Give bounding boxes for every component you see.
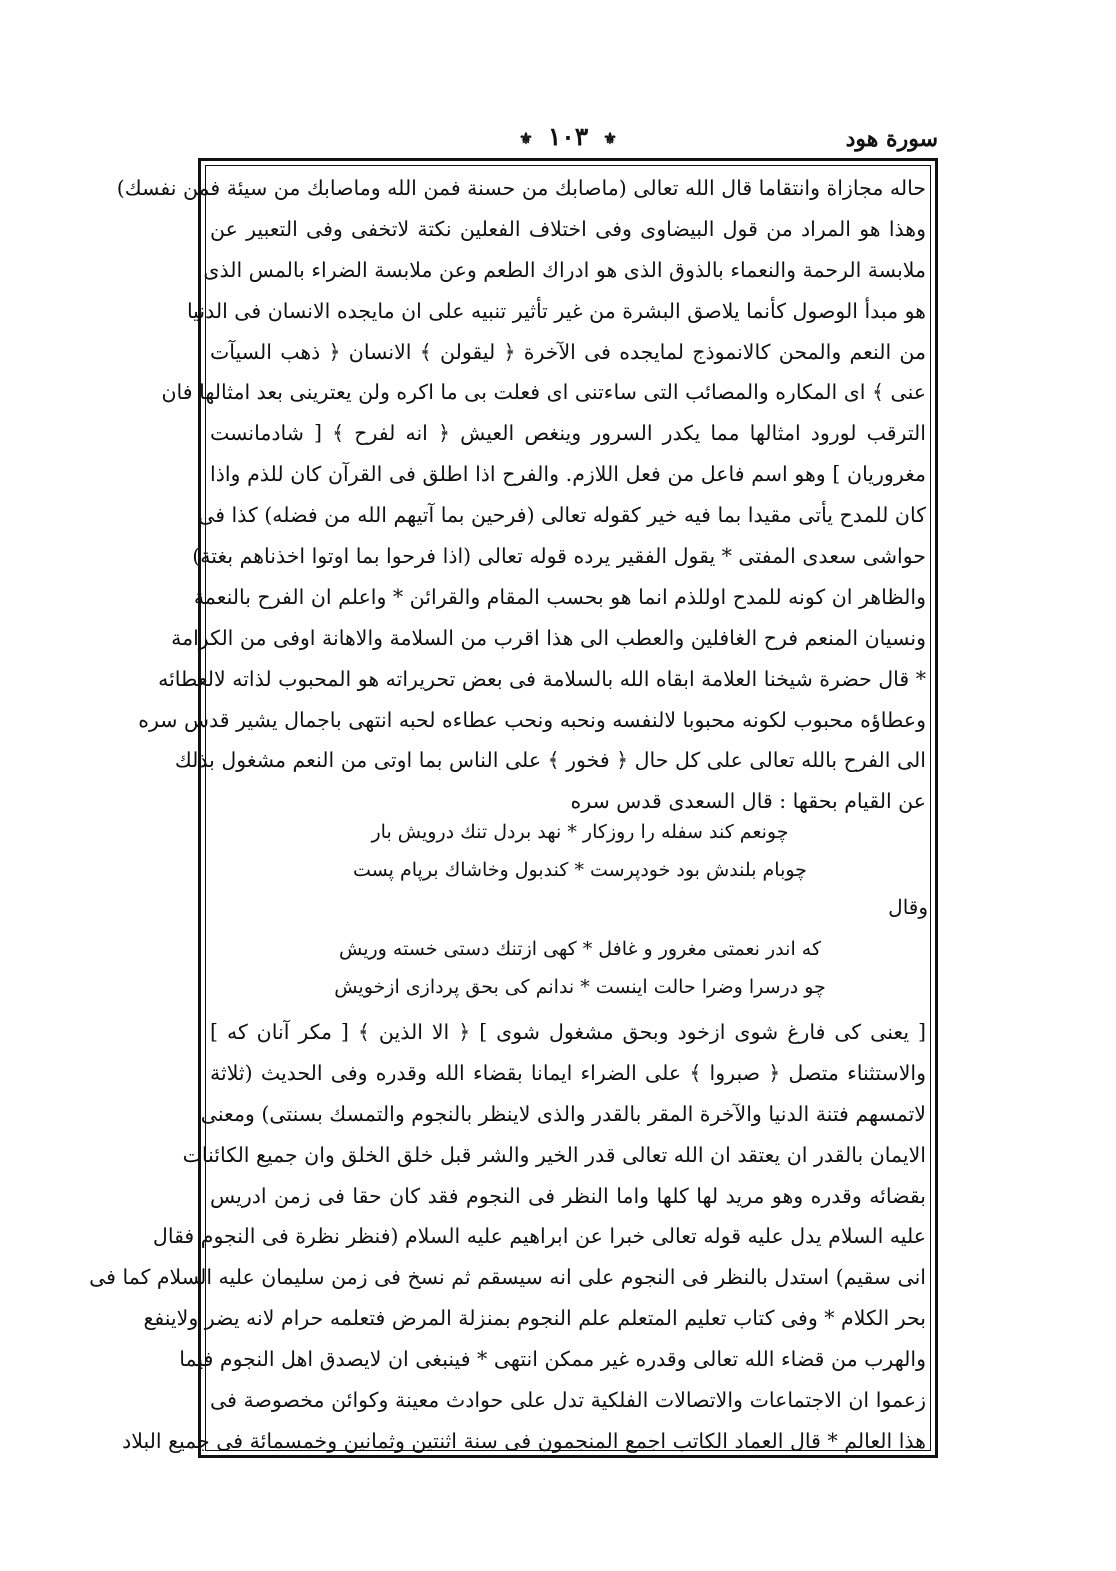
text-line: بقضائه وقدره وهو مريد لها كلها واما النظر فى النجوم فقد كان حقا فى زمن ادريس <box>210 1183 926 1208</box>
text-line: والاستثناء متصل ﴿ صبروا ﴾ على الضراء ايمانا بقضاء الله وقدره وفى الحديث (ثلاثة <box>210 1060 926 1085</box>
body-text-upper <box>116 168 926 822</box>
left-ornament-icon: ⚜ <box>518 129 534 148</box>
right-ornament-icon: ⚜ <box>602 129 618 148</box>
text-line: حاله مجازاة وانتقاما قال الله تعالى (ماصابك من حسنة فمن الله وماصابك من سيئة فمن نفسك) <box>116 176 926 200</box>
text-line: انى سقيم) استدل بالنظر فى النجوم على انه سيسقم ثم نسخ فى زمن سليمان عليه السلام كما فى <box>89 1265 926 1290</box>
text-line: [ يعنى كى فارغ شوى ازخود وبحق مشغول شوى ] ﴿ الا الذين ﴾ [ مكر آنان كه ] <box>210 1020 926 1044</box>
persian-verse-1 <box>320 813 840 889</box>
text-line: زعموا ان الاجتماعات والاتصالات الفلكية تدل على حوادث معينة وكوائن مخصوصة فى <box>210 1388 926 1413</box>
text-line: عليه السلام يدل عليه قوله تعالى خبرا عن ابراهيم عليه السلام (فنظر نظرة فى النجوم فقال <box>152 1224 926 1249</box>
text-line: كان للمدح يأتى مقيدا بما فيه خير كقوله تعالى (فرحين بما آتيهم الله من فضله) كذا فى <box>198 503 926 528</box>
text-line: بحر الكلام * وفى كتاب تعليم المتعلم علم النجوم بمنزلة المرض فتعلمه حرام لانه يضر ولاينفع <box>143 1306 926 1331</box>
text-line: حواشى سعدى المفتى * يقول الفقير يرده قوله تعالى (اذا فرحوا بما اوتوا اخذناهم بغتة) <box>192 544 926 569</box>
page-number-value: ١٠٣ <box>547 122 589 151</box>
text-line: والظاهر ان كونه للمدح اوللذم انما هو بحسب المقام والقرائن * واعلم ان الفرح بالنعمة <box>193 584 926 609</box>
text-line: هذا العالم * قال العماد الكاتب اجمع المنجمون فى سنة اثنتين وثمانين وخمسمائة فى جميع البلاد <box>122 1428 926 1453</box>
verse-line: چوبام بلندش بود خودپرست * كندبول وخاشاك برپام پست <box>353 859 807 881</box>
text-line: عن القيام بحقها : قال السعدى قدس سره <box>570 789 926 814</box>
waqal-label: وقال <box>888 895 928 919</box>
verse-line: كه اندر نعمتى مغرور و غافل * كهى ازتنك دستى خسته وريش <box>339 938 821 960</box>
text-line: لاتمسهم فتنة الدنيا والآخرة المقر بالقدر والذى لاينظر بالنجوم والتمسك بسنتى) ومعنى <box>200 1101 926 1126</box>
page-number <box>513 122 623 151</box>
text-line: عنى ﴾ اى المكاره والمصائب التى ساءتنى اى فعلت بى ما اكره ولن يعترينى بعد امثالها فان <box>161 380 926 405</box>
text-line: مغروريان ] وهو اسم فاعل من فعل اللازم. والفرح اذا اطلق فى القرآن كان للذم واذا <box>210 462 926 487</box>
text-line: الترقب لورود امثالها مما يكدر السرور وينغص العيش ﴿ انه لفرح ﴾ [ شادمانست <box>210 421 926 446</box>
text-line: الايمان بالقدر ان يعتقد ان الله تعالى قدر الخير والشر قبل خلق الخلق وان جميع الكائنات <box>182 1142 926 1167</box>
surah-title: سورة هود <box>845 126 938 152</box>
text-line: ملابسة الرحمة والنعماء بالذوق الذى هو ادراك الطعم وعن ملابسة الضراء بالمس الذى <box>203 257 926 282</box>
body-text-lower <box>89 1012 926 1462</box>
text-line: وعطاؤه محبوب لكونه محبوبا لالنفسه ونحبه ونحب عطاءه لحبه انتهى باجمال يشير قدس سره <box>138 707 926 732</box>
verse-line: چو درسرا وضرا حالت اينست * ندانم كى بحق پردازى ازخويش <box>334 976 826 998</box>
text-line: من النعم والمحن كالانموذج لمايجده فى الآخرة ﴿ ليقولن ﴾ الانسان ﴿ ذهب السيآت <box>210 339 926 364</box>
text-line: * قال حضرة شيخنا العلامة ابقاه الله بالسلامة فى بعض تحريراته هو المحبوب لذاته لالعطائه <box>158 666 926 691</box>
text-line: والهرب من قضاء الله تعالى وقدره غير ممكن انتهى * فينبغى ان لايصدق اهل النجوم فيما <box>179 1347 926 1372</box>
text-line: وهذا هو المراد من قول البيضاوى وفى اختلاف الفعلين نكتة لاتخفى وفى التعبير عن <box>210 216 926 241</box>
text-line: هو مبدأ الوصول كأنما يلاصق البشرة من غير تأثير تنبيه على ان مايجده الانسان فى الدنيا <box>186 298 926 323</box>
page-header <box>198 122 938 156</box>
text-line: ونسيان المنعم فرح الغافلين والعطب الى هذا اقرب من السلامة والاهانة اوفى من الكرامة <box>171 625 926 650</box>
verse-line: چونعم كند سفله را روزكار * نهد بردل تنك درويش بار <box>371 821 789 843</box>
text-line: الى الفرح بالله تعالى على كل حال ﴿ فخور ﴾ على الناس بما اوتى من النعم مشغول بذلك <box>174 748 926 773</box>
persian-verse-2 <box>300 930 860 1006</box>
